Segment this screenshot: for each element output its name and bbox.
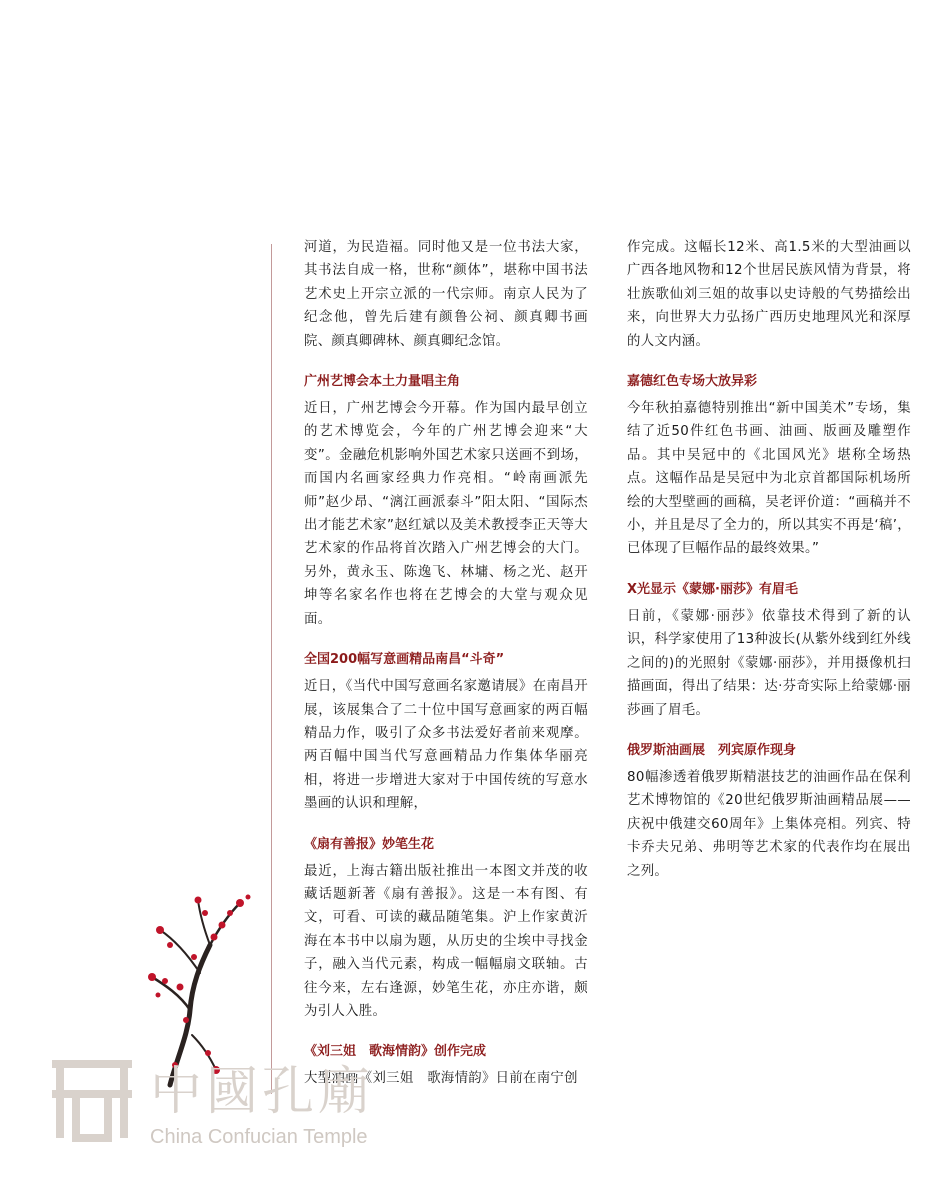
article-heading: 全国200幅写意画精品南昌“斗奇”	[304, 652, 505, 668]
article-section	[627, 236, 911, 353]
plum-blossom-icon	[130, 885, 320, 1090]
article-body: 最近，上海古籍出版社推出一本图文并茂的收藏话题新著《扇有善报》。这是一本有图、有文，可看、可读的藏品随笔集。沪上作家黄沂海在本书中以扇为题，从历史的尘埃中寻找金子，融入当代元素，构成一幅幅扇文联轴。古往今来，左右逢源，妙笔生花，亦庄亦谐，颇为引人入胜。	[304, 863, 588, 1019]
article-section	[627, 372, 911, 561]
article-body: 大型油画《刘三姐 歌海情韵》日前在南宁创	[304, 1071, 578, 1087]
article-body: 作完成。这幅长12米、高1.5米的大型油画以广西各地风物和12个世居民族风情为背景，将壮族歌仙刘三姐的故事以史诗般的气势描绘出来，向世界大力弘扬广西历史地理风光和深厚的人文内涵。	[627, 240, 911, 349]
article-section	[304, 236, 588, 353]
logo-text-chinese: 中國孔廟	[150, 1062, 375, 1122]
article-body: 近日，广州艺博会今开幕。作为国内最早创立的艺术博览会，今年的广州艺博会迎来“大变”。金融危机影响外国艺术家只送画不到场，而国内名画家经典力作亮相。“岭南画派先师”赵少昂、“漓江画派泰斗”阳太阳、“国际杰出才能艺术家”赵红斌以及美术教授李正天等大艺术家的作品将首次踏入广州艺博会的大门。另外，黄永玉、陈逸飞、林墉、杨之光、赵开坤等名家名作也将在艺博会的大堂与观众见面。	[304, 401, 588, 627]
article-heading: 广州艺博会本土力量唱主角	[304, 374, 461, 390]
logo-text-english: China Confucian Temple	[150, 1126, 368, 1148]
temple-gate-icon	[46, 1054, 138, 1144]
article-body: 今年秋拍嘉德特别推出“新中国美术”专场，集结了近50件红色书画、油画、版画及雕塑作品。其中吴冠中的《北国风光》堪称全场热点。这幅作品是吴冠中为北京首都国际机场所绘的大型壁画的画稿，吴老评价道：“画稿并不小，并且是尽了全力的，所以其实不再是‘稿’，已体现了巨幅作品的最终效果。”	[627, 401, 911, 557]
article-section	[304, 835, 588, 1024]
article-body: 近日，《当代中国写意画名家邀请展》在南昌开展，该展集合了二十位中国写意画家的两百幅精品力作，吸引了众多书法爱好者前来观摩。两百幅中国当代写意画精品力作集体华丽亮相，将进一步增进大家对于中国传统的写意水墨画的认识和理解，	[304, 679, 588, 812]
article-heading: X光显示《蒙娜·丽莎》有眉毛	[627, 581, 798, 597]
left-column	[304, 236, 588, 1110]
right-column	[627, 236, 911, 902]
article-section	[627, 741, 911, 883]
article-body: 河道，为民造福。同时他又是一位书法大家，其书法自成一格，世称“颜体”，堪称中国书法艺术史上开宗立派的一代宗师。南京人民为了纪念他，曾先后建有颜鲁公祠、颜真卿书画院、颜真卿碑林、颜真卿纪念馆。	[304, 240, 588, 349]
article-heading: 《扇有善报》妙笔生花	[304, 836, 435, 852]
article-heading: 《刘三姐 歌海情韵》创作完成	[304, 1044, 487, 1060]
article-heading: 俄罗斯油画展 列宾原作现身	[627, 742, 797, 758]
article-body: 80幅渗透着俄罗斯精湛技艺的油画作品在保利艺术博物馆的《20世纪俄罗斯油画精品展——庆祝中俄建交60周年》上集体亮相。列宾、特卡乔夫兄弟、弗明等艺术家的代表作均在展出之列。	[627, 769, 911, 879]
article-section	[304, 650, 588, 815]
article-heading: 嘉德红色专场大放异彩	[627, 374, 758, 390]
article-section	[304, 372, 588, 631]
article-section	[627, 580, 911, 722]
article-body: 日前，《蒙娜·丽莎》依靠技术得到了新的认识，科学家使用了13种波长(从紫外线到红外线之间的)的光照射《蒙娜·丽莎》，并用摄像机扫描画面，得出了结果：达·芬奇实际上给蒙娜·丽莎画了眉毛。	[627, 608, 911, 718]
